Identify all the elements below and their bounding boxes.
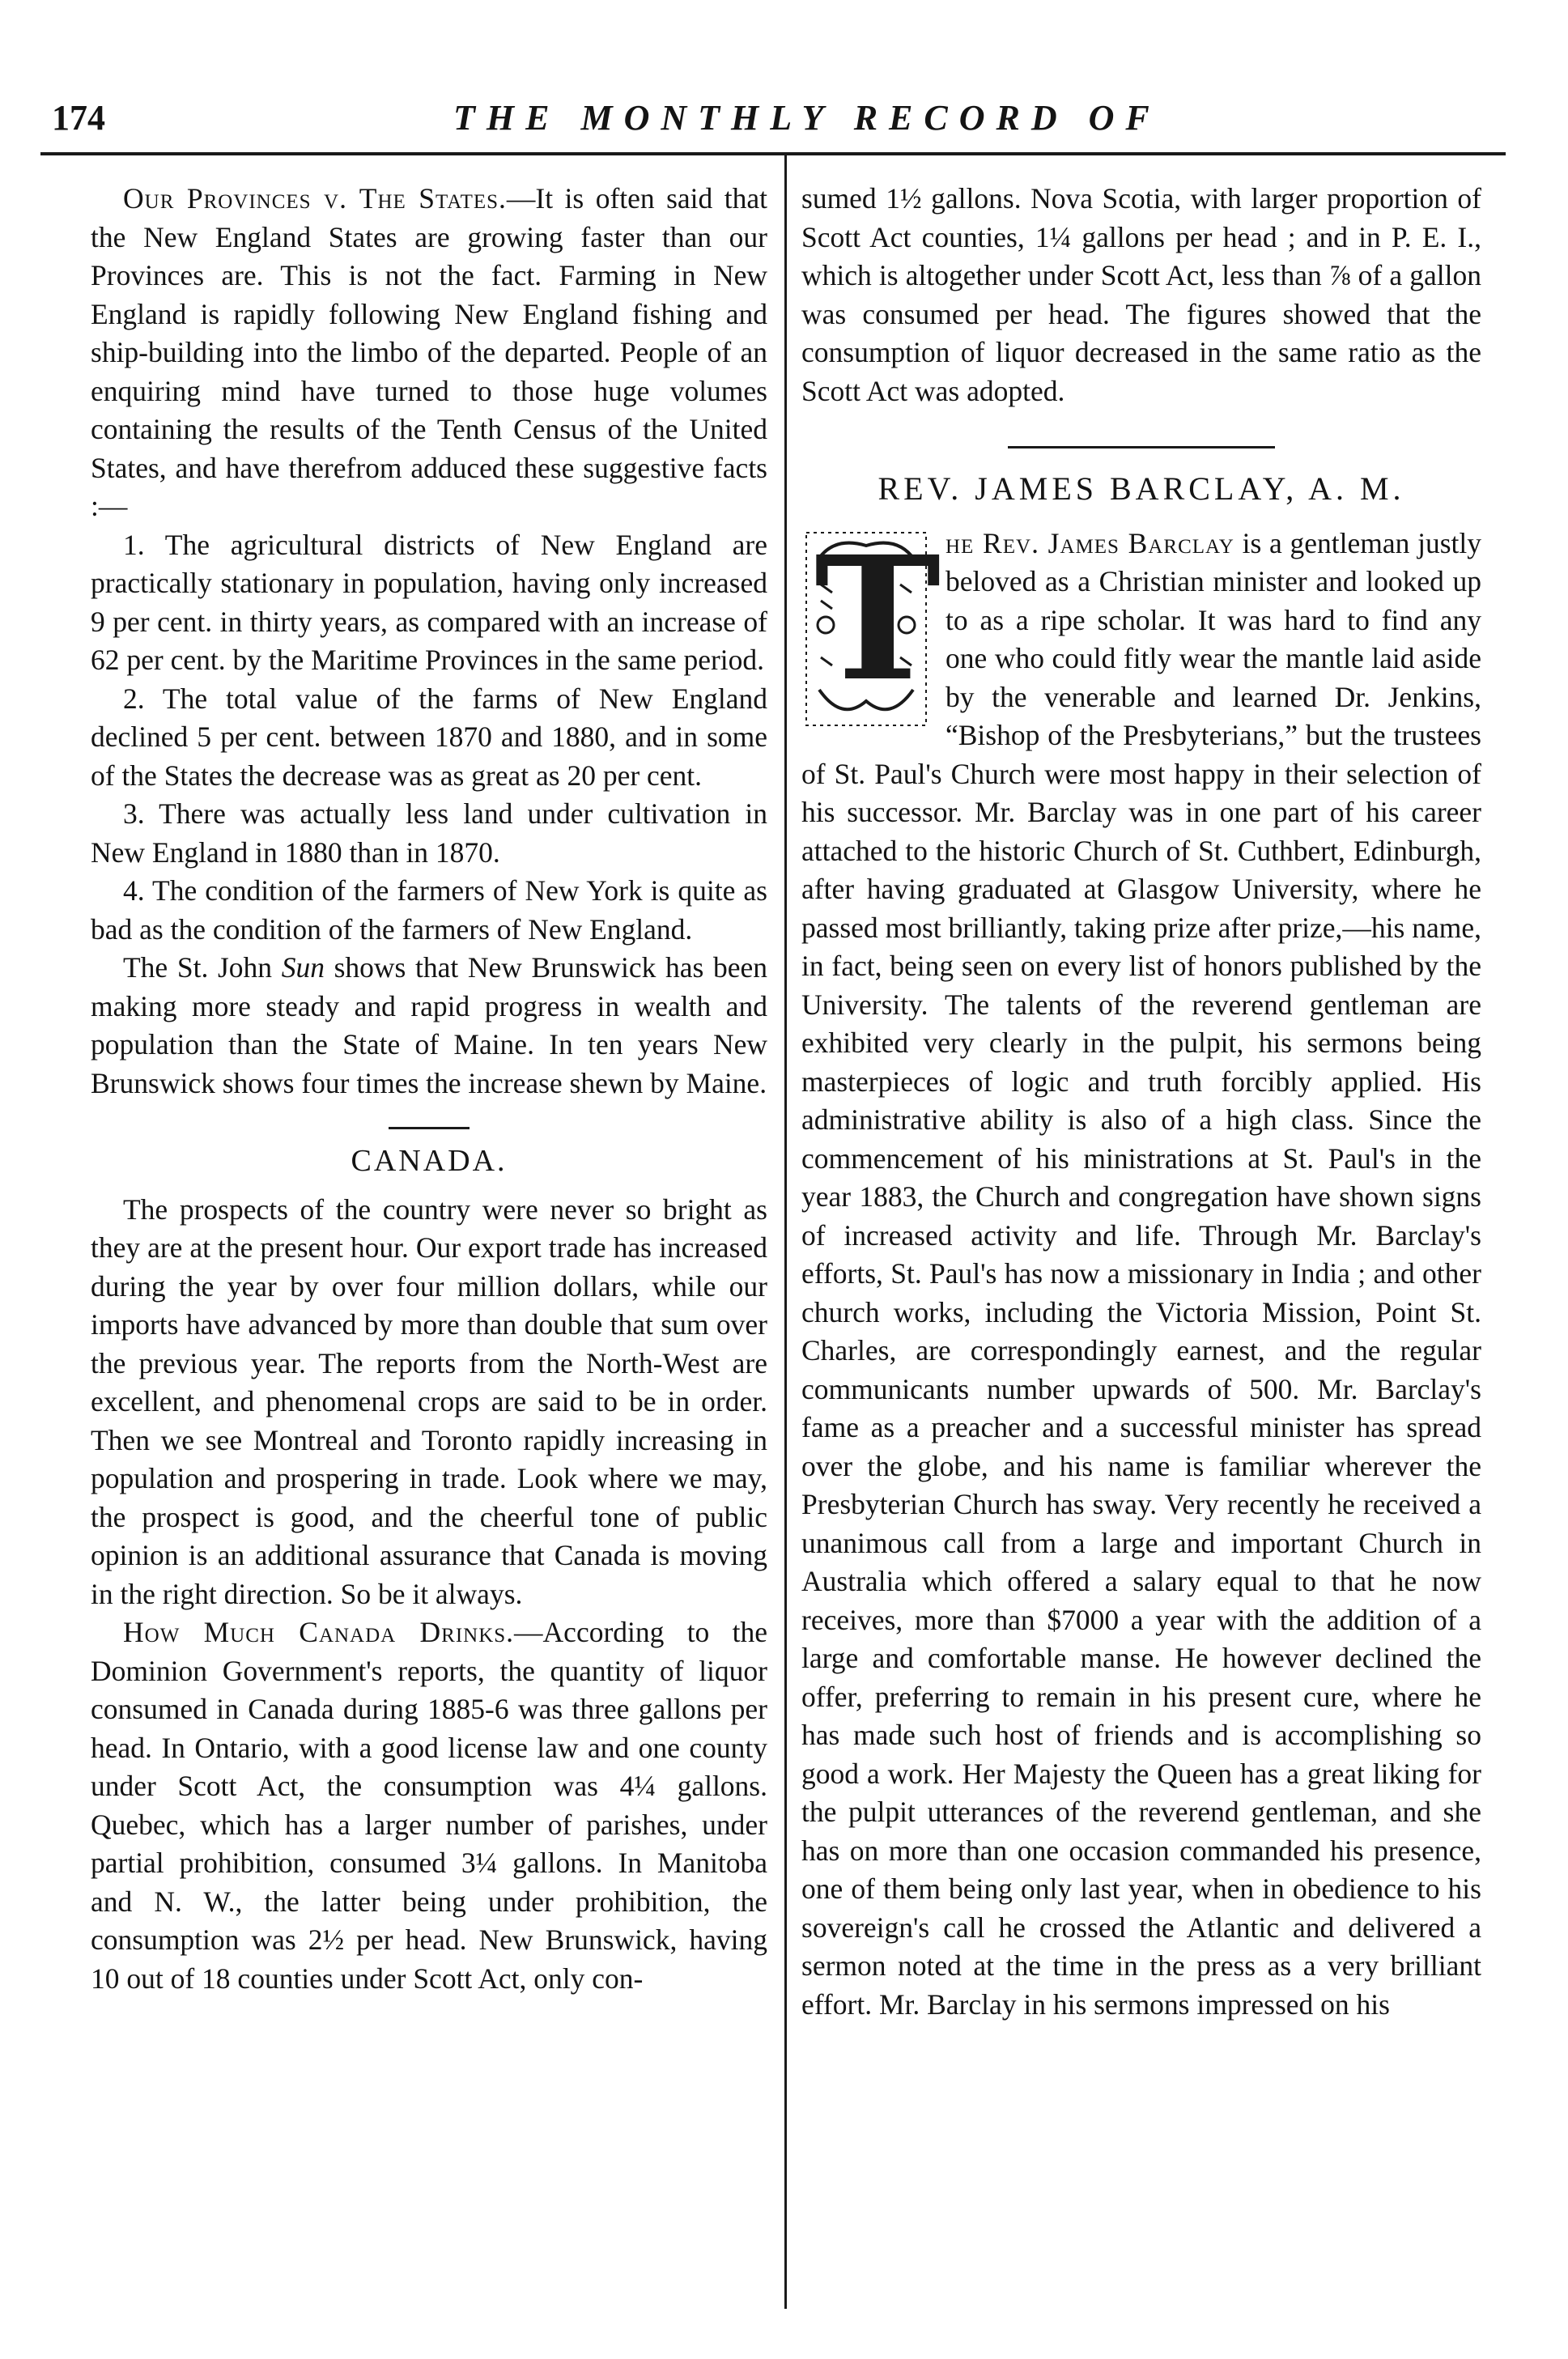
header-rule xyxy=(40,152,1506,155)
provinces-intro-paragraph xyxy=(91,180,767,526)
ornamental-drop-cap xyxy=(801,518,941,730)
provinces-lead: Our Provinces v. The States. xyxy=(123,182,507,215)
drinks-lead: How Much Canada Drinks. xyxy=(123,1616,515,1648)
drinks-paragraph xyxy=(91,1613,767,1998)
running-head: THE MONTHLY RECORD OF xyxy=(453,98,1161,138)
provinces-fact-2: 2. The total value of the farms of New England declined 5 per cent. between 1870 and 1880, and in some of the States the decrease was as great as 20 per cent. xyxy=(91,682,767,792)
section-rule xyxy=(389,1127,470,1129)
provinces-fact-3: 3. There was actually less land under cultivation in New England in 1880 than in 1870. xyxy=(91,797,767,869)
page-header xyxy=(40,91,1507,149)
barclay-body: is a gentleman justly beloved as a Christian minister and looked up to as a ripe scholar. It was hard to find any one who could fitly wear the mantle laid aside by the venerable and learned Dr. Jenkins, “Bishop of the Presbyterians,” but the trustees of St. Paul's Church were most happy in their selection of his successor. Mr. Barclay was in one part of his career attached to the historic Church of St. Cuthbert, Edinburgh, after having graduated at Glasgow University, where he passed most brilliantly, taking prize after prize,—his name, in fact, being seen on every list of honors published by the University. The talents of the reverend gentleman are exhibited very clearly in the pulpit, his sermons being masterpieces of logic and truth forcibly applied. His administrative ability is also of a high class. Since the commencement of his ministrations at St. Paul's in the year 1883, the Church and congregation have shown signs of increased activity and life. Through Mr. Barclay's efforts, St. Paul's has now a missionary in India ; and other church works, including the Victoria Mission, Point St. Charles, are correspondingly earnest, and the regular communicants number upwards of 500. Mr. Barclay's fame as a preacher and a successful minister has spread over the globe, and his name is familiar wherever the Presbyterian Church has sway. Very recently he received a unanimous call from a large and important Church in Australia which offered a salary equal to that he now receives, more than $7000 a year with the addition of a large and comfortable manse. He however declined the offer, preferring to remain in his present cure, where he has made such host of friends and is accomplishing so good a work. Her Majesty the Queen has a great liking for the pulpit utterances of the reverend gentleman, and she has on more than one occasion commanded his presence, one of them being only last year, when in obedience to his sovereign's call he crossed the Atlantic and delivered a sermon noted at the time in the press as a very brilliant effort. Mr. Barclay in his sermons impressed on his xyxy=(801,526,1481,2021)
page-number: 174 xyxy=(52,98,105,138)
sun-name: Sun xyxy=(281,951,325,984)
sun-paragraph xyxy=(91,949,767,1103)
barclay-opening: he Rev. James Barclay xyxy=(945,526,1234,559)
right-column xyxy=(801,180,1481,2024)
sun-before: The St. John xyxy=(123,951,282,984)
section-rule xyxy=(1008,446,1275,448)
barclay-title: REV. JAMES BARCLAY, A. M. xyxy=(877,470,1405,507)
drinks-body: —According to the Dominion Government's reports, the quantity of liquor consumed in Canada during 1885-6 was three gallons per head. In Ontario, with a good license law and one county under Scott Act, the consumption was 4¼ gallons. Quebec, which has a larger number of parishes, under partial prohibition, consumed 3¼ gallons. In Manitoba and N. W., the latter being under prohibition, the consumption was 2½ per head. New Brunswick, having 10 out of 18 counties under Scott Act, only con- xyxy=(91,1616,767,1995)
provinces-intro-text: —It is often said that the New England States are growing faster than our Provinces are. This is not the fact. Farming in New England is rapidly following New England fishing and ship-building into the limbo of the departed. People of an enquiring mind have turned to those huge volumes containing the results of the Tenth Census of the United States, and have therefrom adduced these suggestive facts :— xyxy=(91,182,767,522)
provinces-fact-1: 1. The agricultural districts of New England are practically stationary in population, having only increased 9 per cent. in thirty years, as compared with an increase of 62 per cent. by the Maritime Provinces in the same period. xyxy=(91,528,767,676)
continuation-paragraph: sumed 1½ gallons. Nova Scotia, with larger proportion of Scott Act counties, 1¼ gallons per head ; and in P. E. I., which is altogether under Scott Act, less than ⅞ of a gallon was consumed per head. The figures showed that the consumption of liquor decreased in the same ratio as the Scott Act was adopted. xyxy=(801,182,1481,407)
barclay-paragraph xyxy=(801,518,1481,2025)
drop-cap-letter: T xyxy=(814,518,941,719)
canada-paragraph: The prospects of the country were never so bright as they are at the present hour. Our export trade has increased during the year by over four million dollars, while our imports have advanced by more than double that sum over the previous year. The reports from the North-West are excellent, and phenomenal crops are said to be in order. Then we see Montreal and Toronto rapidly increasing in population and prospering in trade. Look where we may, the prospect is good, and the cheerful tone of public opinion is an additional assurance that Canada is moving in the right direction. So be it always. xyxy=(91,1192,767,1610)
provinces-fact-4: 4. The condition of the farmers of New York is quite as bad as the condition of the farmers of New England. xyxy=(91,874,767,946)
column-divider xyxy=(784,155,787,2309)
sun-after: shows that New Brunswick has been making more steady and rapid progress in wealth and population than the State of Maine. In ten years New Brunswick shows four times the increase shewn by Maine. xyxy=(91,951,767,1099)
canada-title: CANADA. xyxy=(351,1144,508,1178)
left-column xyxy=(91,180,767,1998)
